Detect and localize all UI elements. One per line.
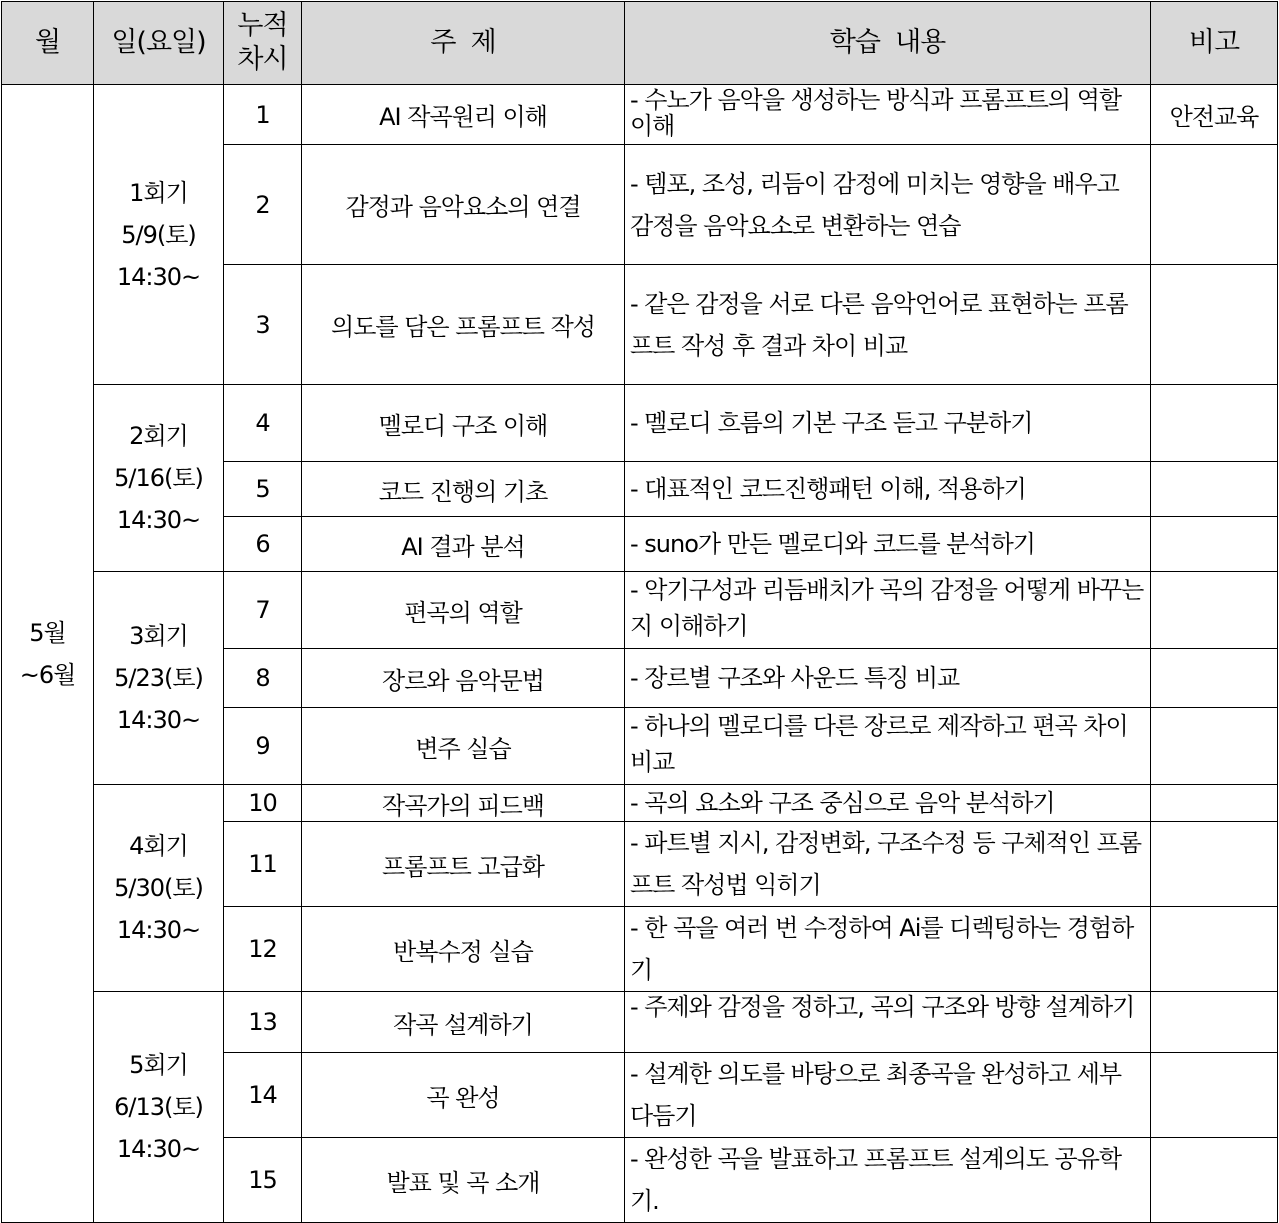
row-number: 11 bbox=[224, 822, 302, 907]
row-topic: 장르와 음악문법 bbox=[302, 649, 625, 708]
session-name: 1회기 bbox=[129, 178, 188, 207]
row-number: 10 bbox=[224, 785, 302, 822]
session-name: 2회기 bbox=[129, 422, 188, 450]
row-topic: 감정과 음악요소의 연결 bbox=[302, 145, 625, 265]
session-time: 14:30~ bbox=[116, 1135, 201, 1163]
row-topic: 곡 완성 bbox=[302, 1053, 625, 1138]
row-content: - 한 곡을 여러 번 수정하여 Ai를 디렉팅하는 경험하기 bbox=[625, 907, 1151, 992]
row-topic: 작곡가의 피드백 bbox=[302, 785, 625, 822]
curriculum-table bbox=[1, 1, 1278, 1223]
row-content: - 멜로디 흐름의 기본 구조 듣고 구분하기 bbox=[625, 385, 1151, 462]
row-content: - 대표적인 코드진행패턴 이해, 적용하기 bbox=[625, 462, 1151, 517]
row-content: - 수노가 음악을 생성하는 방식과 프롬프트의 역할 이해 bbox=[625, 85, 1151, 145]
session-cell bbox=[94, 385, 224, 572]
row-topic: AI 결과 분석 bbox=[302, 517, 625, 572]
session-name: 3회기 bbox=[129, 622, 188, 650]
table-row bbox=[2, 85, 1278, 145]
row-topic: 반복수정 실습 bbox=[302, 907, 625, 992]
row-number: 7 bbox=[224, 572, 302, 649]
session-date: 6/13(토) bbox=[114, 1093, 203, 1121]
header-topic: 주 제 bbox=[302, 2, 625, 85]
row-content: - suno가 만든 멜로디와 코드를 분석하기 bbox=[625, 517, 1151, 572]
row-note bbox=[1151, 1053, 1278, 1138]
row-topic: 작곡 설계하기 bbox=[302, 992, 625, 1053]
row-content: - 주제와 감정을 정하고, 곡의 구조와 방향 설계하기 bbox=[625, 992, 1151, 1053]
row-number: 1 bbox=[224, 85, 302, 145]
row-content: - 장르별 구조와 사운드 특징 비교 bbox=[625, 649, 1151, 708]
header-month: 월 bbox=[2, 2, 94, 85]
table-row bbox=[2, 572, 1278, 649]
row-topic: AI 작곡원리 이해 bbox=[302, 85, 625, 145]
session-cell bbox=[94, 572, 224, 785]
row-content: - 템포, 조성, 리듬이 감정에 미치는 영향을 배우고 감정을 음악요소로 변환하는 연습 bbox=[625, 145, 1151, 265]
session-time: 14:30~ bbox=[116, 262, 201, 291]
session-date: 5/23(토) bbox=[114, 664, 203, 692]
header-row bbox=[2, 2, 1278, 85]
session-name: 5회기 bbox=[129, 1051, 188, 1079]
header-cumulative-session bbox=[224, 2, 302, 85]
session-time: 14:30~ bbox=[116, 916, 201, 944]
row-note bbox=[1151, 992, 1278, 1053]
session-date: 5/9(토) bbox=[121, 220, 196, 249]
row-note bbox=[1151, 572, 1278, 649]
row-note bbox=[1151, 907, 1278, 992]
session-time: 14:30~ bbox=[116, 506, 201, 534]
session-name: 4회기 bbox=[129, 832, 188, 860]
row-note bbox=[1151, 462, 1278, 517]
header-date: 일(요일) bbox=[94, 2, 224, 85]
row-note bbox=[1151, 517, 1278, 572]
row-topic: 코드 진행의 기초 bbox=[302, 462, 625, 517]
row-content: - 설계한 의도를 바탕으로 최종곡을 완성하고 세부 다듬기 bbox=[625, 1053, 1151, 1138]
row-topic: 프롬프트 고급화 bbox=[302, 822, 625, 907]
row-topic: 발표 및 곡 소개 bbox=[302, 1138, 625, 1223]
row-note bbox=[1151, 265, 1278, 385]
session-date: 5/30(토) bbox=[114, 874, 203, 902]
row-number: 8 bbox=[224, 649, 302, 708]
row-number: 5 bbox=[224, 462, 302, 517]
table-row bbox=[2, 992, 1278, 1053]
row-content: - 같은 감정을 서로 다른 음악언어로 표현하는 프롬프트 작성 후 결과 차이 비교 bbox=[625, 265, 1151, 385]
row-note bbox=[1151, 385, 1278, 462]
session-cell bbox=[94, 992, 224, 1223]
header-cum-line1: 누적 bbox=[237, 10, 288, 41]
month-line2: ~6월 bbox=[19, 660, 76, 689]
month-line1: 5월 bbox=[29, 618, 66, 647]
header-content: 학습 내용 bbox=[625, 2, 1151, 85]
row-number: 9 bbox=[224, 708, 302, 785]
row-number: 4 bbox=[224, 385, 302, 462]
row-topic: 의도를 담은 프롬프트 작성 bbox=[302, 265, 625, 385]
row-note bbox=[1151, 145, 1278, 265]
header-note: 비고 bbox=[1151, 2, 1278, 85]
session-time: 14:30~ bbox=[116, 706, 201, 734]
row-number: 12 bbox=[224, 907, 302, 992]
row-number: 14 bbox=[224, 1053, 302, 1138]
row-content: - 완성한 곡을 발표하고 프롬프트 설계의도 공유학기. bbox=[625, 1138, 1151, 1223]
row-note: 안전교육 bbox=[1151, 85, 1278, 145]
row-note bbox=[1151, 822, 1278, 907]
row-number: 13 bbox=[224, 992, 302, 1053]
month-cell bbox=[2, 85, 94, 1223]
header-cum-line2: 차시 bbox=[237, 44, 288, 75]
session-cell bbox=[94, 785, 224, 992]
row-number: 15 bbox=[224, 1138, 302, 1223]
row-topic: 멜로디 구조 이해 bbox=[302, 385, 625, 462]
row-note bbox=[1151, 785, 1278, 822]
row-note bbox=[1151, 708, 1278, 785]
session-cell bbox=[94, 85, 224, 385]
row-number: 3 bbox=[224, 265, 302, 385]
row-topic: 변주 실습 bbox=[302, 708, 625, 785]
table-row bbox=[2, 385, 1278, 462]
row-number: 2 bbox=[224, 145, 302, 265]
session-date: 5/16(토) bbox=[114, 464, 203, 492]
row-content: - 하나의 멜로디를 다른 장르로 제작하고 편곡 차이 비교 bbox=[625, 708, 1151, 785]
row-topic: 편곡의 역할 bbox=[302, 572, 625, 649]
table-row bbox=[2, 785, 1278, 822]
row-content: - 악기구성과 리듬배치가 곡의 감정을 어떻게 바꾸는지 이해하기 bbox=[625, 572, 1151, 649]
row-number: 6 bbox=[224, 517, 302, 572]
row-note bbox=[1151, 649, 1278, 708]
row-content: - 곡의 요소와 구조 중심으로 음악 분석하기 bbox=[625, 785, 1151, 822]
row-content: - 파트별 지시, 감정변화, 구조수정 등 구체적인 프롬프트 작성법 익히기 bbox=[625, 822, 1151, 907]
